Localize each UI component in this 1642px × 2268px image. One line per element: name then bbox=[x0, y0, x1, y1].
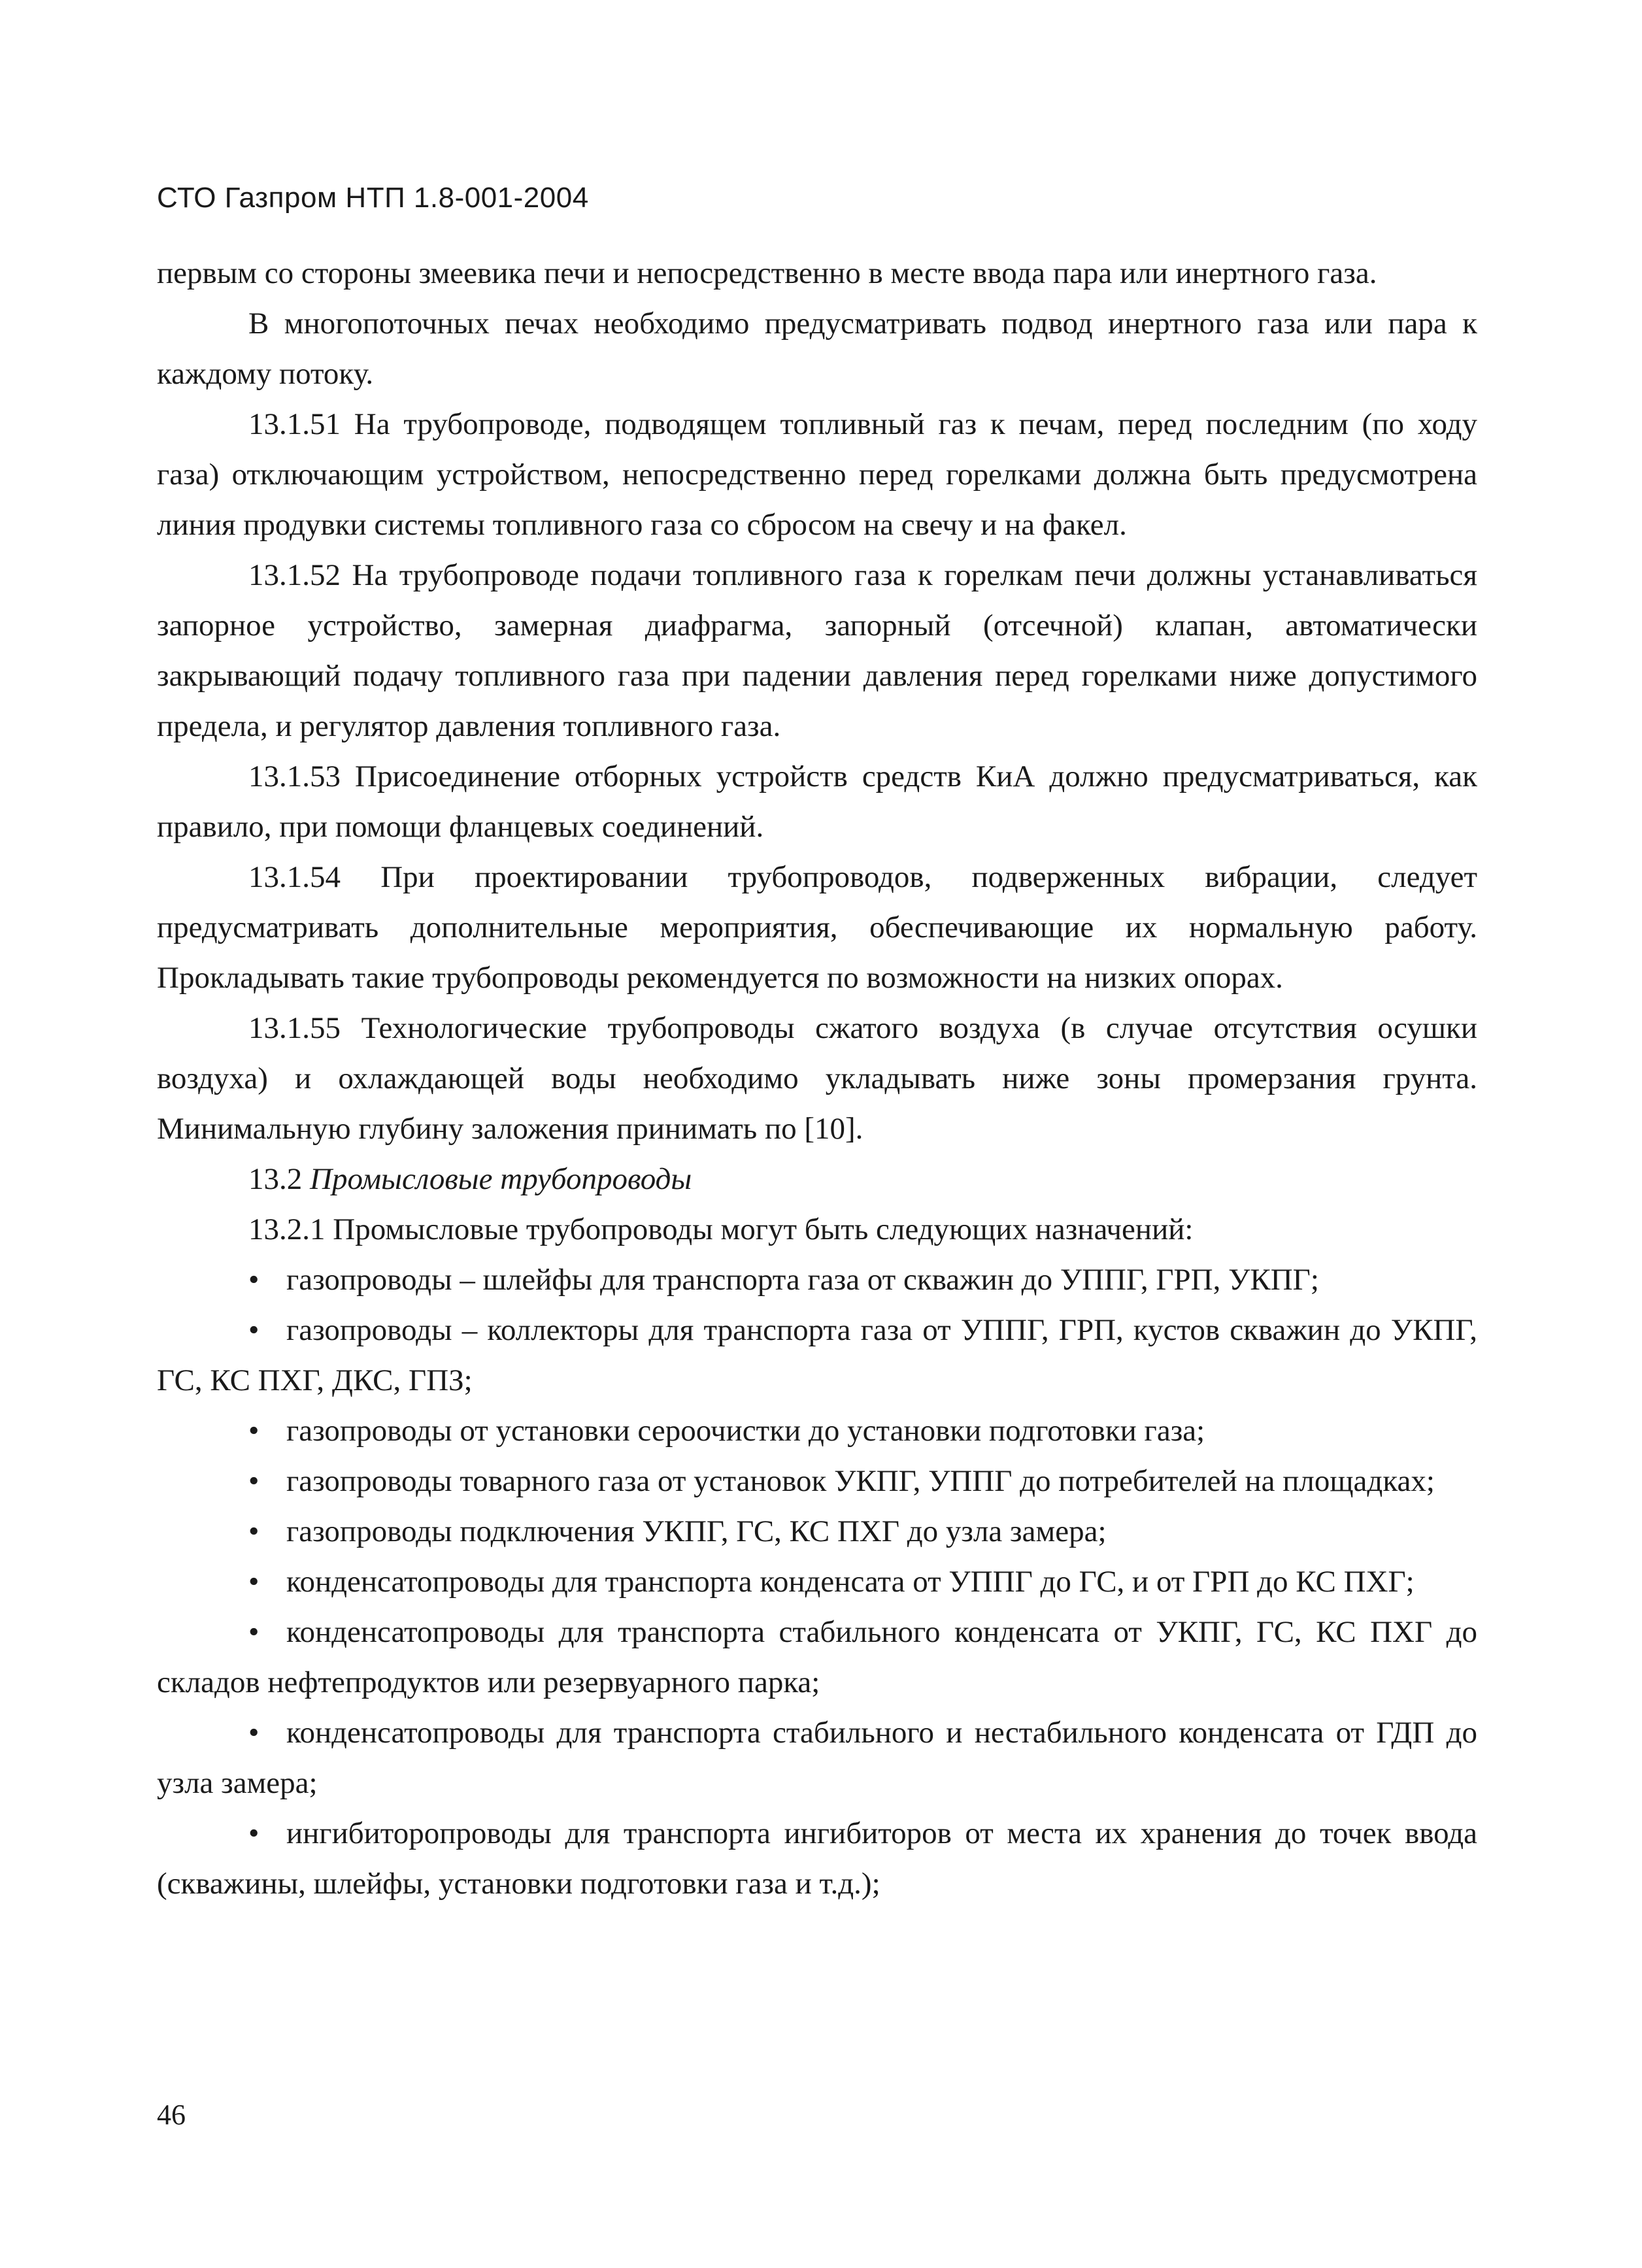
list-item-text: конденсатопроводы для транспорта стабильного и нестабильного конденсата от ГДП до узла замера; bbox=[157, 1716, 1477, 1800]
list-item bbox=[157, 1507, 1477, 1557]
section-title: Промысловые трубопроводы bbox=[310, 1162, 692, 1196]
list-item bbox=[157, 1406, 1477, 1456]
bullet-icon: • bbox=[248, 1716, 260, 1750]
bullet-icon: • bbox=[248, 1414, 260, 1448]
bullet-icon: • bbox=[248, 1313, 260, 1347]
clause-text: Промысловые трубопроводы могут быть следующих назначений: bbox=[333, 1212, 1194, 1246]
section-heading bbox=[157, 1154, 1477, 1205]
list-item bbox=[157, 1305, 1477, 1406]
clause-13-1-54 bbox=[157, 852, 1477, 1003]
clause-number: 13.1.51 bbox=[248, 407, 341, 441]
list-item bbox=[157, 1456, 1477, 1507]
bullet-icon: • bbox=[248, 1565, 260, 1599]
bullet-icon: • bbox=[248, 1464, 260, 1498]
clause-13-1-52 bbox=[157, 550, 1477, 752]
list-item bbox=[157, 1809, 1477, 1909]
list-item-text: газопроводы – коллекторы для транспорта газа от УППГ, ГРП, кустов скважин до УКПГ, ГС, КС ПХГ, ДКС, ГПЗ; bbox=[157, 1313, 1477, 1397]
clause-13-1-55 bbox=[157, 1003, 1477, 1154]
bullet-icon: • bbox=[248, 1514, 260, 1548]
clause-number: 13.2.1 bbox=[248, 1212, 326, 1246]
list-item-text: ингибиторопроводы для транспорта ингибиторов от места их хранения до точек ввода (скважины, шлейфы, установки подготовки газа и т.д.); bbox=[157, 1816, 1477, 1901]
clause-number: 13.1.52 bbox=[248, 558, 341, 592]
document-code-header: СТО Газпром НТП 1.8-001-2004 bbox=[157, 182, 589, 214]
list-item-text: конденсатопроводы для транспорта конденсата от УППГ до ГС, и от ГРП до КС ПХГ; bbox=[286, 1565, 1415, 1599]
paragraph: В многопоточных печах необходимо предусматривать подвод инертного газа или пара к каждому потоку. bbox=[157, 307, 1477, 391]
clause-number: 13.1.53 bbox=[248, 759, 341, 793]
bullet-icon: • bbox=[248, 1816, 260, 1850]
clause-text: На трубопроводе подачи топливного газа к горелкам печи должны устанавливаться запорное устройство, замерная диафрагма, запорный (отсечной) клапан, автоматически закрывающий подачу топливного газа при падении давления перед горелками ниже допустимого предела, и регулятор давления топливного газа. bbox=[157, 558, 1477, 743]
paragraph-continuation: первым со стороны змеевика печи и непосредственно в месте ввода пара или инертного газа. bbox=[157, 256, 1377, 290]
clause-13-2-1 bbox=[157, 1205, 1477, 1255]
page-number: 46 bbox=[157, 2099, 186, 2131]
list-item bbox=[157, 1557, 1477, 1607]
bullet-icon: • bbox=[248, 1615, 260, 1649]
section-number: 13.2 bbox=[248, 1162, 303, 1196]
clause-number: 13.1.55 bbox=[248, 1011, 341, 1045]
list-item bbox=[157, 1607, 1477, 1708]
clause-text: Присоединение отборных устройств средств КиА должно предусматриваться, как правило, при помощи фланцевых соединений. bbox=[157, 759, 1477, 844]
clause-text: При проектировании трубопроводов, подверженных вибрации, следует предусматривать дополнительные мероприятия, обеспечивающие их нормальную работу. Прокладывать такие трубопроводы рекомендуется по возможности на низких опорах. bbox=[157, 860, 1478, 995]
bullet-list bbox=[157, 1255, 1477, 1909]
list-item bbox=[157, 1708, 1477, 1809]
list-item-text: конденсатопроводы для транспорта стабильного конденсата от УКПГ, ГС, КС ПХГ до складов нефтепродуктов или резервуарного парка; bbox=[157, 1615, 1477, 1699]
list-item bbox=[157, 1255, 1477, 1305]
clause-number: 13.1.54 bbox=[248, 860, 341, 894]
list-item-text: газопроводы товарного газа от установок УКПГ, УППГ до потребителей на площадках; bbox=[286, 1464, 1435, 1498]
clause-text: На трубопроводе, подводящем топливный газ к печам, перед последним (по ходу газа) отключающим устройством, непосредственно перед горелками должна быть предусмотрена линия продувки системы топливного газа со сбросом на свечу и на факел. bbox=[157, 407, 1478, 542]
clause-13-1-53 bbox=[157, 752, 1477, 852]
list-item-text: газопроводы от установки сероочистки до установки подготовки газа; bbox=[286, 1414, 1205, 1448]
clause-text: Технологические трубопроводы сжатого воздуха (в случае отсутствия осушки воздуха) и охлаждающей воды необходимо укладывать ниже зоны промерзания грунта. Минимальную глубину заложения принимать по [10]. bbox=[157, 1011, 1478, 1146]
bullet-icon: • bbox=[248, 1263, 260, 1297]
list-item-text: газопроводы – шлейфы для транспорта газа от скважин до УППГ, ГРП, УКПГ; bbox=[286, 1263, 1319, 1297]
list-item-text: газопроводы подключения УКПГ, ГС, КС ПХГ до узла замера; bbox=[286, 1514, 1107, 1548]
body-text bbox=[157, 248, 1477, 1909]
clause-13-1-51 bbox=[157, 399, 1477, 550]
